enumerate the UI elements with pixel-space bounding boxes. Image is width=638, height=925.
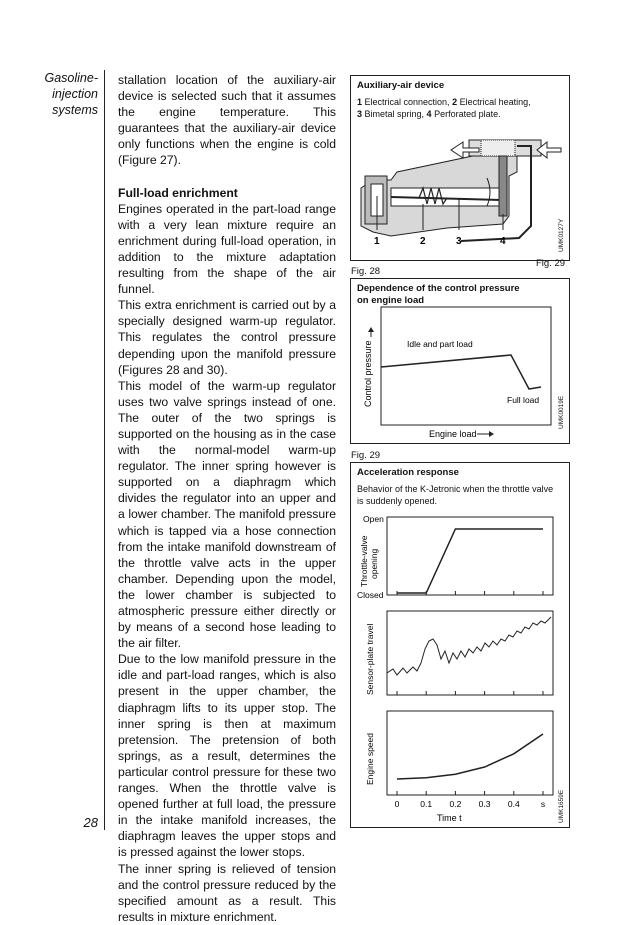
caption-text-1: Electrical connection, xyxy=(362,97,453,107)
caption-text-2: Electrical heating, xyxy=(457,97,531,107)
caption-text-4: Perforated plate. xyxy=(431,109,501,119)
callout-2: 2 xyxy=(420,236,426,247)
y-label-sensor-plate: Sensor-plate travel xyxy=(365,623,375,695)
figure-control-pressure xyxy=(350,278,570,444)
figure-title: Acceleration response xyxy=(357,467,459,478)
x-tick-label: 0.1 xyxy=(420,799,433,809)
series-line-throttle xyxy=(397,529,543,593)
paragraph-1: stallation location of the auxiliary-air device is selected such that it assumes the engine temperature. This guarantees that the auxiliary-air device only functions when the engine is cold (Figure 27). xyxy=(118,73,336,168)
callout-4: 4 xyxy=(500,236,506,247)
x-tick-label: 0.3 xyxy=(478,799,491,809)
figure-code: UMK1659E xyxy=(558,789,565,823)
caption-text-3: Bimetal spring, xyxy=(362,109,427,119)
paragraph-5: Due to the low manifold pressure in the idle and part-load ranges, which is also present in the upper chamber, the diaphragm lifts to its upper stop. The inner spring is then at maximum pretension. The pretension of both springs, as a result, determines the particular control pressure for these two ranges. When the throttle valve is opened further at full load, the pressure in the intake manifold increases, the diaphragm leaves the upper stops and is pressed against the lower stops. xyxy=(118,652,336,860)
figure-acceleration-response xyxy=(350,462,570,828)
panel-engine-speed xyxy=(387,711,553,795)
annotation-full-load: Full load xyxy=(507,395,540,405)
y-label-throttle-1: Throttle-valve xyxy=(359,535,369,587)
pressure-chart xyxy=(351,279,569,443)
paragraph-6: The inner spring is relieved of tension and the control pressure reduced by the specified amount as a result. This results in mixture enrichment. xyxy=(118,861,336,924)
section-label-line2: injection xyxy=(52,87,98,101)
pressure-curve xyxy=(381,355,541,389)
figure-title: Auxiliary-air device xyxy=(357,80,445,91)
paragraph-3: This extra enrichment is carried out by a specially designed warm-up regulator. This regulates the control pressure depending upon the manifold pressure (Figures 28 and 30). xyxy=(118,298,336,377)
figure-auxiliary-air-device xyxy=(350,75,570,261)
y-label-throttle-2: opening xyxy=(369,548,379,579)
title-line1: Dependence of the control pressure xyxy=(357,283,520,294)
x-tick-label: s xyxy=(540,799,546,809)
x-axis-label-text: Time t xyxy=(437,813,462,823)
panel-sensor-plate xyxy=(387,611,553,695)
caption-line2: is suddenly opened. xyxy=(357,496,438,506)
plot-frame xyxy=(381,307,551,425)
y-label-engine-speed: Engine speed xyxy=(365,733,375,785)
caption-num-1: 1 xyxy=(357,97,363,107)
accel-chart-marks xyxy=(395,529,545,809)
series-line-engine-speed xyxy=(397,734,543,779)
x-tick-label: 0.4 xyxy=(507,799,520,809)
section-label-line3: systems xyxy=(52,103,98,117)
x-axis-label: Engine load xyxy=(429,429,477,439)
y-axis-label: Control pressure xyxy=(363,340,373,407)
fig-label-29: Fig. 29 xyxy=(351,450,381,461)
sidebar-divider xyxy=(104,70,105,830)
x-tick-label: 0 xyxy=(394,799,400,809)
closed-label: Closed xyxy=(357,590,384,600)
section-heading: Full-load enrichment xyxy=(118,185,238,200)
x-axis-label xyxy=(437,813,462,823)
fig-label-29-top: Fig. 29 xyxy=(536,258,566,269)
caption-line1: Behavior of the K-Jetronic when the throttle valve xyxy=(357,484,554,494)
y-axis-arrowhead xyxy=(368,327,374,332)
page-number: 28 xyxy=(83,815,98,830)
section-label-line1: Gasoline- xyxy=(44,71,98,85)
acceleration-chart xyxy=(351,463,569,827)
caption-num-4: 4 xyxy=(426,109,432,119)
annotation-idle: Idle and part load xyxy=(407,339,473,349)
paragraph-2: Engines operated in the part-load range with a very lean mixture require an enrichment during full-load operation, in addition to the mixture adaptation resulting from the shape of the air funnel. xyxy=(118,201,336,297)
x-axis-arrowhead xyxy=(489,431,494,437)
x-tick-label: 0.2 xyxy=(449,799,462,809)
fig-label-28: Fig. 28 xyxy=(351,266,381,277)
sensor-plate-curve xyxy=(387,617,551,675)
figure-code: UMK0019E xyxy=(558,395,565,429)
body-text xyxy=(118,72,336,925)
open-label: Open xyxy=(363,514,384,524)
callout-3: 3 xyxy=(456,236,462,247)
auxiliary-air-device-diagram xyxy=(351,76,569,260)
figure-code: UMK0127Y xyxy=(558,218,565,252)
caption-num-2: 2 xyxy=(452,97,458,107)
section-label xyxy=(20,70,98,118)
caption-num-3: 3 xyxy=(357,109,363,119)
callout-1: 1 xyxy=(374,236,380,247)
paragraph-4: This model of the warm-up regulator uses two valve springs instead of one. The outer of the two springs is supported on the housing as in the case with the normal-model warm-up regulator. The inner spring however is supported on a diaphragm which divides the regulator into an upper and a lower chamber. The manifold pressure which is tapped via a hose connection from the intake manifold downstream of the throttle valve acts in the upper chamber. Depending upon the model, the lower chamber is subjected to atmospheric pressure either directly or by means of a second hose leading to the air filter. xyxy=(118,378,336,651)
title-line2: on engine load xyxy=(357,295,425,306)
